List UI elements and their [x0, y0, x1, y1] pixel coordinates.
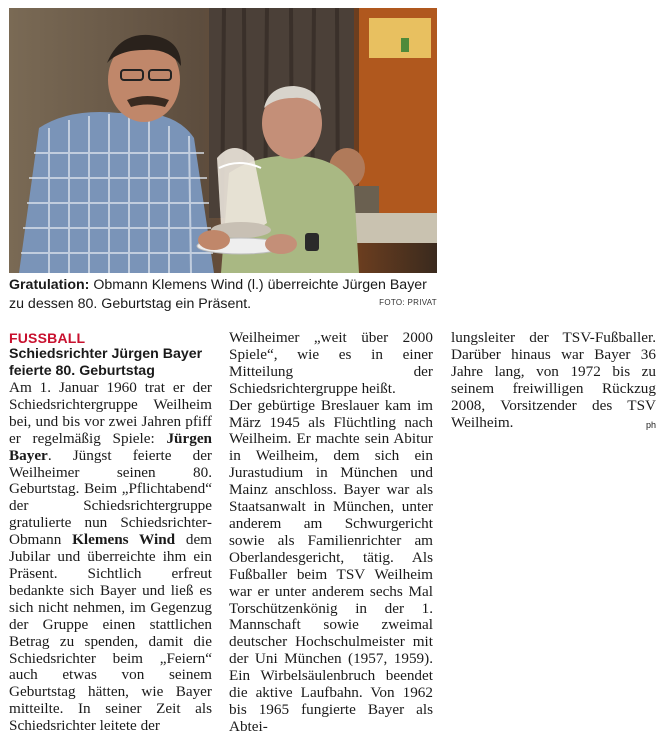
article-photo — [9, 8, 437, 273]
section-kicker: FUSSBALL — [9, 330, 86, 346]
column-2-paragraph-1: Weilheimer „weit über 2000 Spiele“, wie es in einer Mitteilung der Schiedsrichtergruppe heißt. — [229, 329, 433, 397]
column-1-text: Am 1. Januar 1960 trat er der Schiedsrichtergruppe Weilheim bei, und bis vor zwei Jahren pfiff er regelmäßig Spiele: Jürgen Bayer. Jüngst feierte der Weilheimer seinen 80. Geburtstag. Beim „Pflichtabend“ der Schiedsrichtergruppe gratulierte nun Schiedsrichter-Obmann Klemens Wind dem Jubilar und überreichte ihm ein Präsent. Sichtlich erfreut bedankte sich Bayer und ließ es sich nicht nehmen, im Gegenzug der Gruppe einen stattlichen Betrag zu spenden, damit die Schiedsrichter beim „Feiern“ auch etwas von seinem Geburtstag hätten, wie Bayer mitteilte. In seiner Zeit als Schiedsrichter leitete der — [9, 379, 212, 735]
caption-text: Obmann Klemens Wind (l.) überreichte Jürgen Bayer zu dessen 80. Geburtstag ein Präsent. — [9, 277, 427, 312]
caption-lead: Gratulation: — [9, 277, 90, 293]
column-2-paragraph-2: Der gebürtige Breslauer kam im März 1945 als Flüchtling nach Weilheim. Er machte sein Abitur in Weilheim, dem sich ein Jurastudium in München und Mainz anschloss. Bayer war als Staatsanwalt in München, unter anderem am Schwurgericht sowie als Familienrichter am Oberlandesgericht, tätig. Als Fußballer beim TSV Weilheim war er unter anderem sechs Mal Torschützenkönig in der 1. Mannschaft sowie zweimal deutscher Hochschulmeister mit der Uni München (1957, 1959). Ein Wirbelsäulenbruch beendet die aktive Laufbahn. Von 1962 bis 1965 fungierte Bayer als Abtei- — [229, 396, 433, 735]
author-signature: ph — [645, 420, 656, 431]
article-column-3 — [451, 330, 656, 434]
photo-credit: FOTO: PRIVAT — [379, 298, 437, 307]
article-column-1 — [9, 330, 212, 735]
article-headline: Schiedsrichter Jürgen Bayer feierte 80. Geburtstag — [9, 346, 203, 379]
photo-caption — [9, 276, 437, 314]
article-column-2 — [229, 330, 433, 736]
name-bold: Jürgen Bayer — [9, 429, 212, 464]
name-bold: Klemens Wind — [72, 531, 176, 549]
column-3-text: lungsleiter der TSV-Fußballer. Darüber hinaus war Bayer 36 Jahre lang, von 1972 bis zu seinem freiwilligen Rückzug 2008, Vorsitzender des TSV Weilheim. — [451, 329, 656, 431]
